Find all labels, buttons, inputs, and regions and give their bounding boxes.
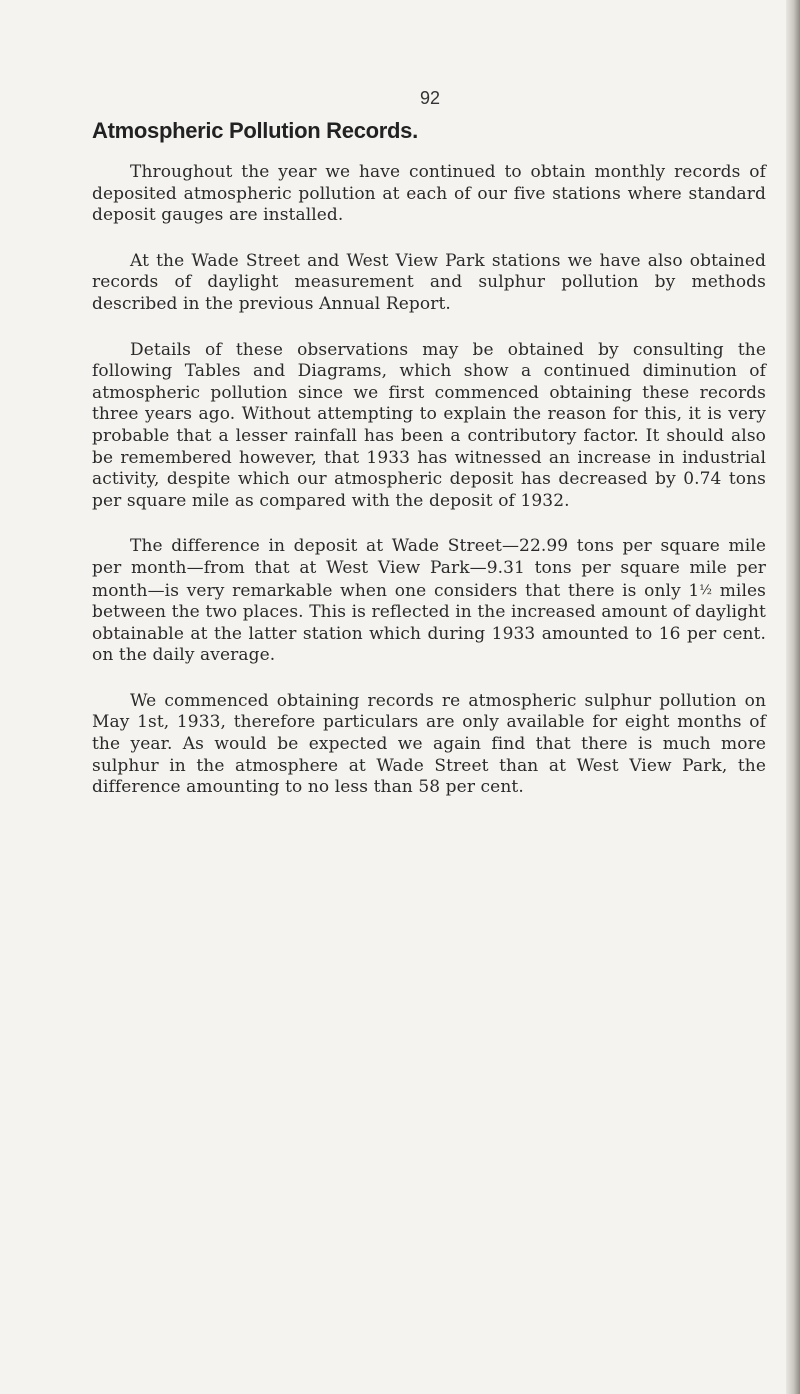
page-edge (786, 0, 800, 1394)
paragraph-5: We commenced obtaining records re atmospheric sulphur pollution on May 1st, 1933, therefore particulars are only available for eight months of the year. As would be expected we again find that there is much more sulphur in the atmosphere at Wade Street than at West View Park, the difference amounting to no less than 58 per cent. (92, 690, 766, 798)
paragraph-4-text-after: miles between the two places. This is reflected in the increased amount of daylight obtainable at the latter station which during 1933 amounted to 16 per cent. on the daily average. (92, 580, 766, 666)
page-title: Atmospheric Pollution Records. (92, 118, 418, 143)
fraction-half: ½ (699, 582, 713, 598)
paragraph-4 (92, 536, 766, 667)
page-number: 92 (419, 88, 441, 108)
paragraph-2: At the Wade Street and West View Park stations we have also obtained records of daylight measurement and sulphur pollution by methods described in the previous Annual Report. (92, 250, 766, 314)
body-text (92, 162, 766, 823)
paragraph-4-text-before: The difference in deposit at Wade Street—22.99 tons per square mile per month—from that at West View Park—9.31 tons per square mile per month—is very remarkable when one considers that there is only 1 (92, 536, 766, 601)
paragraph-3: Details of these observations may be obtained by consulting the following Tables and Diagrams, which show a continued diminution of atmospheric pollution since we first commenced obtaining these records three years ago. Without attempting to explain the reason for this, it is very probable that a lesser rainfall has been a contributory factor. It should also be remembered however, that 1933 has witnessed an increase in industrial activity, despite which our atmospheric deposit has decreased by 0.74 tons per square mile as compared with the deposit of 1932. (92, 339, 766, 511)
paragraph-1: Throughout the year we have continued to obtain monthly records of deposited atmospheric pollution at each of our five stations where standard deposit gauges are installed. (92, 162, 766, 226)
